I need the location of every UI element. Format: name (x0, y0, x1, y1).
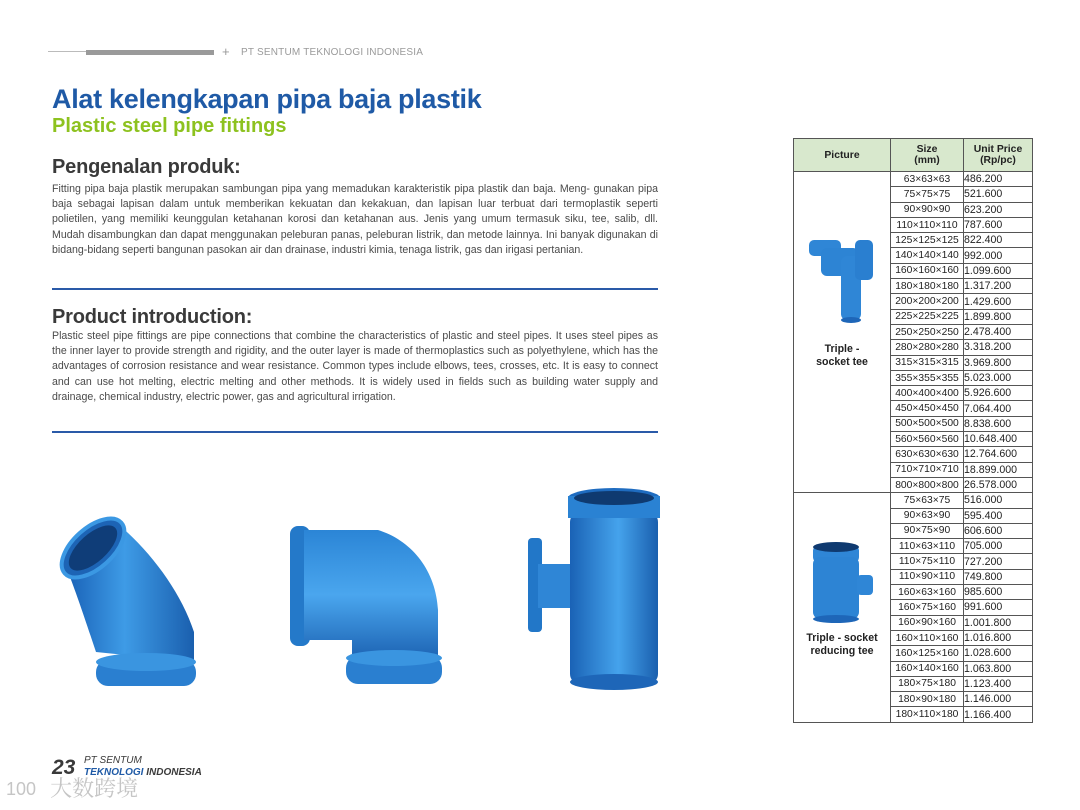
tee-image (807, 234, 877, 324)
price-cell: 3.318.200 (964, 340, 1033, 355)
elbow-45-fitting-image (56, 512, 206, 692)
size-cell: 160×140×160 (891, 661, 964, 676)
size-cell: 800×800×800 (891, 477, 964, 492)
page-title: Alat kelengkapan pipa baja plastik (52, 84, 482, 114)
size-cell: 125×125×125 (891, 233, 964, 248)
intro-en-line: polyethylene, which has the advantages of corrosion resistance and wear resistance. Common types include (52, 345, 658, 373)
price-cell: 606.600 (964, 523, 1033, 538)
price-cell: 595.400 (964, 508, 1033, 523)
watermark (6, 772, 138, 803)
price-table (793, 138, 1033, 723)
size-cell: 160×63×160 (891, 585, 964, 600)
header-bar (48, 46, 448, 60)
price-cell: 991.600 (964, 600, 1033, 615)
size-cell: 710×710×710 (891, 462, 964, 477)
price-cell: 705.000 (964, 539, 1033, 554)
price-cell: 992.000 (964, 248, 1033, 263)
page-subtitle: Plastic steel pipe fittings (52, 115, 287, 137)
price-cell: 727.200 (964, 554, 1033, 569)
price-cell: 1.166.400 (964, 707, 1033, 722)
col-picture-header: Picture (794, 139, 891, 172)
product-type-label: Triple - socket reducing tee (806, 632, 878, 658)
size-cell: 160×160×160 (891, 263, 964, 278)
size-cell: 75×63×75 (891, 493, 964, 508)
price-cell: 5.926.600 (964, 386, 1033, 401)
elbow-90-fitting-image (286, 520, 446, 690)
reducing-tee-image (807, 537, 877, 627)
intro-id-line: termasuk siku, tee, salib, dll. Mudah disambungkan dan dapat menggunakan peleburan panas, peleburan listrik, (52, 213, 658, 241)
size-cell: 250×250×250 (891, 324, 964, 339)
header-line (48, 51, 86, 52)
size-cell: 110×110×110 (891, 217, 964, 232)
intro-en-line: Plastic steel pipe fittings are pipe connections that combine the characteristics of plastic and steel pipes. It uses (52, 330, 588, 342)
intro-id-line: gunakan pipa baja sebagai lapisan dalam untuk memberikan kekuatan dan kekakuan, dan lapisan luar terbuat dari (52, 183, 658, 211)
price-cell: 5.023.000 (964, 370, 1033, 385)
price-table-body (794, 172, 1033, 723)
size-cell: 560×560×560 (891, 432, 964, 447)
intro-en-line: widely used in fields such as building water supply and drainage, chemical industry, electric power, gas and (52, 375, 658, 403)
intro-id-line: Fitting pipa baja plastik merupakan sambungan pipa yang memadukan karakteristik pipa plastik dan baja. Meng- (52, 183, 590, 195)
size-cell: 110×75×110 (891, 554, 964, 569)
watermark-logo-icon: 100 (6, 779, 37, 799)
col-price-label: Unit Price (Rp/pc) (973, 144, 1023, 166)
footer-company-line1: PT SENTUM (84, 755, 142, 766)
product-type-label: Triple - socket tee (816, 343, 868, 368)
watermark-text: 大数跨境 (50, 776, 139, 801)
intro-en-line: steel pipes as the inner layer to provide strength and rigidity, and the outer layer is made of thermoplastics such as (52, 330, 658, 358)
size-cell: 315×315×315 (891, 355, 964, 370)
picture-cell-tee (794, 172, 891, 493)
price-cell: 749.800 (964, 569, 1033, 584)
intro-id-line: dan metode lainnya. Ini banyak digunakan di bidang-bidang seperti bangunan pasokan air dan drainase, industri (52, 228, 658, 256)
price-cell: 1.099.600 (964, 263, 1033, 278)
price-cell: 1.028.600 (964, 646, 1033, 661)
footer-company-indonesia: INDONESIA (146, 767, 202, 778)
footer-company-teknologi: TEKNOLOGI (84, 767, 144, 778)
price-cell: 10.648.400 (964, 432, 1033, 447)
intro-id-heading: Pengenalan produk: (52, 156, 241, 178)
price-cell: 1.899.800 (964, 309, 1033, 324)
size-cell: 180×180×180 (891, 279, 964, 294)
col-size-label: Size (mm) (914, 144, 940, 166)
table-row (794, 493, 1033, 508)
section-divider (52, 288, 658, 290)
price-cell: 3.969.800 (964, 355, 1033, 370)
price-cell: 985.600 (964, 585, 1033, 600)
size-cell: 200×200×200 (891, 294, 964, 309)
size-cell: 160×110×160 (891, 630, 964, 645)
plus-icon: + (222, 44, 230, 59)
price-cell: 516.000 (964, 493, 1033, 508)
price-cell: 8.838.600 (964, 416, 1033, 431)
size-cell: 90×90×90 (891, 202, 964, 217)
size-cell: 450×450×450 (891, 401, 964, 416)
size-cell: 160×75×160 (891, 600, 964, 615)
intro-en-line: elbows, tees, crosses, etc. It is easy to connect and can use hot melting, electric melting and other methods. It is (52, 360, 658, 388)
size-cell: 140×140×140 (891, 248, 964, 263)
intro-en-heading: Product introduction: (52, 306, 253, 328)
header-company: PT SENTUM TEKNOLOGI INDONESIA (241, 47, 424, 58)
size-cell: 180×90×180 (891, 692, 964, 707)
price-cell: 1.016.800 (964, 630, 1033, 645)
flanged-tee-fitting-image (528, 486, 666, 692)
size-cell: 180×75×180 (891, 676, 964, 691)
size-cell: 90×75×90 (891, 523, 964, 538)
price-cell: 822.400 (964, 233, 1033, 248)
col-price-header (964, 139, 1033, 172)
size-cell: 225×225×225 (891, 309, 964, 324)
table-header-row (794, 139, 1033, 172)
price-cell: 623.200 (964, 202, 1033, 217)
size-cell: 500×500×500 (891, 416, 964, 431)
price-cell: 12.764.600 (964, 447, 1033, 462)
intro-id-line: kimia, tenaga listrik, gas dan irigasi pertanian. (368, 243, 584, 256)
price-cell: 1.001.800 (964, 615, 1033, 630)
price-cell: 1.146.000 (964, 692, 1033, 707)
size-cell: 110×90×110 (891, 569, 964, 584)
table-row (794, 172, 1033, 187)
price-cell: 1.063.800 (964, 661, 1033, 676)
section-divider (52, 431, 658, 433)
size-cell: 630×630×630 (891, 447, 964, 462)
size-cell: 280×280×280 (891, 340, 964, 355)
price-cell: 787.600 (964, 217, 1033, 232)
price-cell: 1.317.200 (964, 279, 1033, 294)
header-accent-bar (86, 50, 214, 55)
price-cell: 486.200 (964, 172, 1033, 187)
size-cell: 75×75×75 (891, 187, 964, 202)
intro-id-text (52, 182, 658, 258)
picture-cell-reducing-tee (794, 493, 891, 722)
size-cell: 400×400×400 (891, 386, 964, 401)
price-cell: 7.064.400 (964, 401, 1033, 416)
price-cell: 2.478.400 (964, 324, 1033, 339)
size-cell: 180×110×180 (891, 707, 964, 722)
price-cell: 1.123.400 (964, 676, 1033, 691)
price-cell: 26.578.000 (964, 477, 1033, 492)
price-cell: 18.899.000 (964, 462, 1033, 477)
page-number: 23 (52, 756, 76, 779)
size-cell: 90×63×90 (891, 508, 964, 523)
size-cell: 110×63×110 (891, 539, 964, 554)
size-cell: 160×90×160 (891, 615, 964, 630)
price-cell: 521.600 (964, 187, 1033, 202)
size-cell: 160×125×160 (891, 646, 964, 661)
intro-id-line: termoplastik seperti polietilen, yang memiliki keunggulan ketahanan korosi dan ketahanan aus. Jenis yang umum (52, 198, 658, 226)
col-size-header (891, 139, 964, 172)
intro-en-text (52, 329, 658, 405)
size-cell: 63×63×63 (891, 172, 964, 187)
intro-en-line: agricultural irrigation. (297, 390, 396, 403)
price-cell: 1.429.600 (964, 294, 1033, 309)
size-cell: 355×355×355 (891, 370, 964, 385)
